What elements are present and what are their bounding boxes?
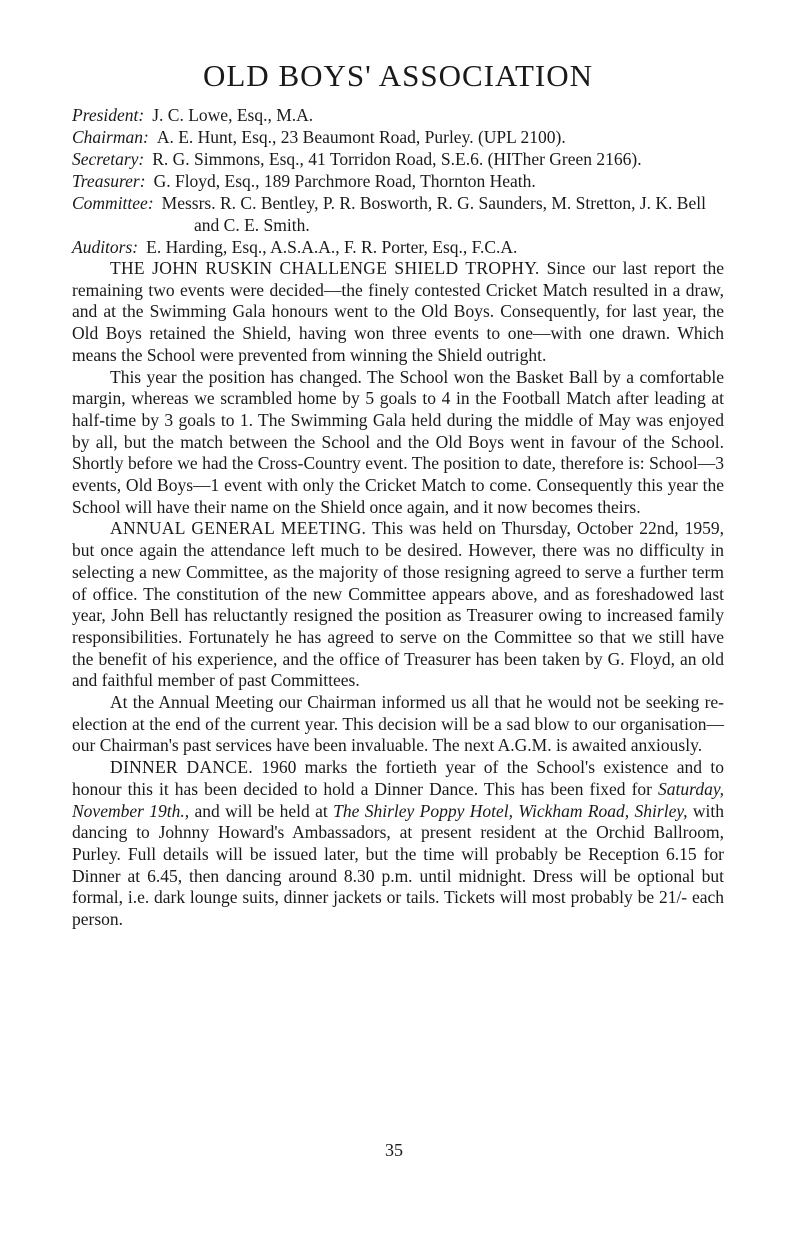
officer-role: Treasurer:: [72, 171, 146, 191]
document-page: [72, 58, 724, 931]
officer-secretary: [72, 148, 724, 170]
officer-role: Secretary:: [72, 149, 145, 169]
paragraph-text: with dancing to Johnny Howard's Ambassadors, at present resident at the Orchid Ballroom, Purley. Full details will be issued later, but the time will probably be Reception 6.15 for Dinner at 6.45, then dancing around 8.30 p.m. until midnight. Dress will be optional but formal, i.e. dark lounge suits, dinner jackets or tails. Tickets will most probably be 21/- each person.: [72, 800, 725, 930]
officer-auditors: [72, 236, 724, 258]
paragraph-text: and will be held at: [194, 800, 328, 821]
page-title: OLD BOYS' ASSOCIATION: [202, 58, 594, 93]
page-number: 35: [385, 1140, 403, 1160]
officer-details: G. Floyd, Esq., 189 Parchmore Road, Thornton Heath.: [153, 171, 536, 191]
paragraph-agm: [72, 518, 724, 692]
officer-details: R. G. Simmons, Esq., 41 Torridon Road, S.E.6. (HITher Green 2166).: [152, 149, 642, 169]
paragraph-text: 1960 marks the fortieth year of the School's existence and to honour this it has been decided to hold a Dinner Dance. This has been fixed for: [72, 757, 724, 799]
section-heading: DINNER DANCE.: [110, 757, 253, 778]
article-body: [72, 258, 724, 931]
officer-president: [72, 104, 724, 126]
officer-details: Messrs. R. C. Bentley, P. R. Bosworth, R. G. Saunders, M. Stretton, J. K. Bell and C. E. Smith.: [161, 193, 706, 235]
officer-role: Chairman:: [72, 127, 149, 147]
officer-details: A. E. Hunt, Esq., 23 Beaumont Road, Purley. (UPL 2100).: [156, 127, 566, 147]
paragraph-text: This was held on Thursday, October 22nd, 1959, but once again the attendance left much to be desired. However, there was no difficulty in selecting a new Committee, as the majority of those resigning agreed to serve a further term of office. The constitution of the new Committee appears above, and as foreshadowed last year, John Bell has reluctantly resigned the position as Treasurer owing to increased family responsibilities. Fortunately he has agreed to serve on the Committee so that we still have the benefit of his experience, and the office of Treasurer has been taken by G. Floyd, an old and faithful member of past Committees.: [72, 518, 725, 691]
paragraph-text: This year the position has changed. The School won the Basket Ball by a comfortable margin, whereas we scrambled home by 5 goals to 4 in the Football Match after leading at half-time by 3 goals to 1. The Swimming Gala held during the middle of May was enjoyed by all, but the match between the School and the Old Boys went in favour of the School. Shortly before we had the Cross-Country event. The position to date, therefore is: School—3 events, Old Boys—1 event with only the Cricket Match to come. Consequently this year the School will have their name on the Shield once again, and it now becomes theirs.: [72, 366, 724, 517]
officer-treasurer: [72, 170, 724, 192]
officer-committee: [72, 192, 724, 236]
dinner-date: Saturday, November 19th.,: [72, 778, 724, 821]
paragraph-this-year: [72, 367, 724, 519]
paragraph-shield-trophy: [72, 258, 724, 367]
paragraph-text: At the Annual Meeting our Chairman informed us all that he would not be seeking re-election at the end of the current year. This decision will be a sad blow to our organisation—our Chairman's past services have been invaluable. The next A.G.M. is awaited anxiously.: [72, 692, 724, 756]
officer-chairman: [72, 126, 724, 148]
officer-role: Committee:: [72, 193, 154, 213]
officer-role: Auditors:: [72, 237, 139, 257]
officer-details: E. Harding, Esq., A.S.A.A., F. R. Porter, Esq., F.C.A.: [146, 237, 518, 257]
paragraph-text: Since our last report the remaining two events were decided—the finely contested Cricket Match resulted in a draw, and at the Swimming Gala honours went to the Old Boys. Consequently, for last year, the Old Boys retained the Shield, having won three events to one—with one drawn. Which means the School were prevented from winning the Shield outright.: [72, 258, 724, 365]
section-heading: THE JOHN RUSKIN CHALLENGE SHIELD TROPHY.: [110, 258, 540, 278]
paragraph-dinner-dance: [72, 757, 724, 931]
officer-role: President:: [72, 105, 145, 125]
officers-list: [72, 104, 724, 258]
dinner-venue: The Shirley Poppy Hotel, Wickham Road, Shirley,: [333, 800, 688, 821]
officer-details: J. C. Lowe, Esq., M.A.: [152, 105, 314, 125]
section-heading: ANNUAL GENERAL MEETING.: [110, 518, 367, 539]
paragraph-chairman: [72, 692, 724, 757]
